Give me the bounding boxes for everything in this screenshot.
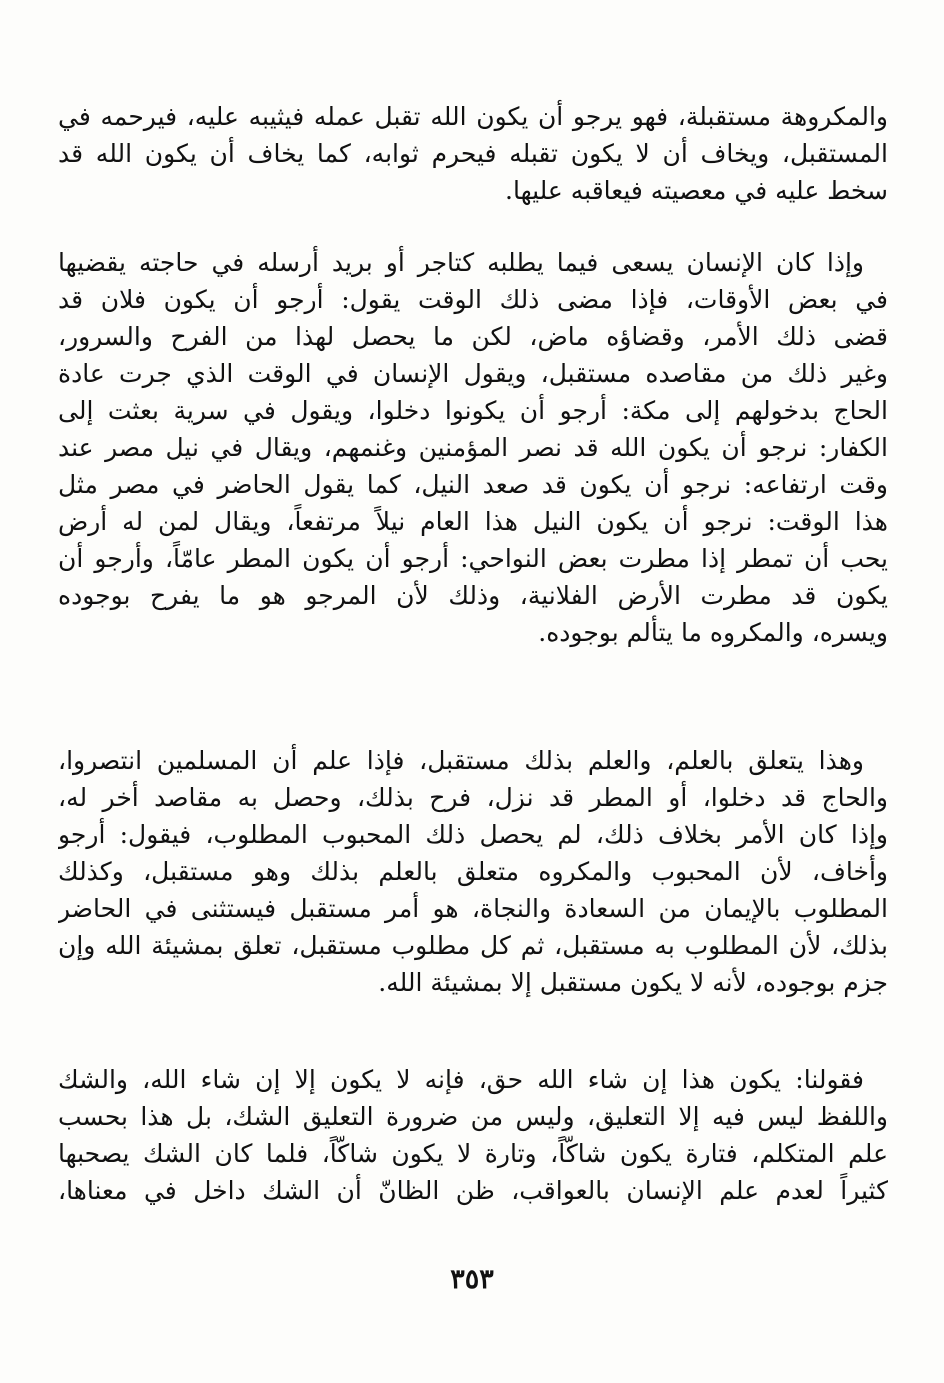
text-line: يكون قد مطرت الأرض الفلانية، وذلك لأن المرجو هو ما يفرح بوجوده (58, 581, 888, 610)
text-line: المطلوب بالإيمان من السعادة والنجاة، هو أمر مستقبل فيستثنى في الحاضر (58, 894, 888, 923)
text-line: قضى ذلك الأمر، وقضاؤه ماض، لكن ما يحصل لهذا من الفرح والسرور، (58, 322, 888, 351)
text-line: سخط عليه في معصيته فيعاقبه عليها. (505, 176, 888, 205)
text-line: المستقبل، ويخاف أن لا يكون تقبله فيحرم ثوابه، كما يخاف أن يكون الله قد (58, 139, 888, 168)
text-line: ويسره، والمكروه ما يتألم بوجوده. (538, 618, 888, 647)
text-line: فقولنا: يكون هذا إن شاء الله حق، فإنه لا يكون إلا إن شاء الله، والشك (58, 1065, 864, 1094)
text-line: والحاج قد دخلوا، أو المطر قد نزل، فرح بذلك، وحصل به مقاصد أخر له، (58, 783, 888, 812)
text-line: وإذا كان الأمر بخلاف ذلك، لم يحصل ذلك المحبوب المطلوب، فيقول: أرجو (58, 820, 888, 849)
text-line: والمكروهة مستقبلة، فهو يرجو أن يكون الله تقبل عمله فيثيبه عليه، فيرحمه في (58, 102, 888, 131)
text-line: كثيراً لعدم علم الإنسان بالعواقب، ظن الظانّ أن الشك داخل في معناها، (58, 1176, 888, 1205)
text-line: وأخاف، لأن المحبوب والمكروه متعلق بالعلم بذلك وهو مستقبل، وكذلك (58, 857, 888, 886)
text-line: وإذا كان الإنسان يسعى فيما يطلبه كتاجر أو بريد أرسله في حاجته يقضيها (58, 248, 864, 277)
paragraph-4 (58, 1061, 888, 1209)
paragraph-1 (58, 98, 888, 209)
text-line: بذلك، لأن المطلوب به مستقبل، ثم كل مطلوب مستقبل، تعلق بمشيئة الله وإن (58, 931, 888, 960)
text-line: جزم بوجوده، لأنه لا يكون مستقبل إلا بمشيئة الله. (378, 968, 888, 997)
text-line: هذا الوقت: نرجو أن يكون النيل هذا العام نيلاً مرتفعاً، ويقال لمن له أرض (58, 507, 888, 536)
page-number: ٣٥٣ (450, 1264, 494, 1295)
text-line: يحب أن تمطر إذا مطرت بعض النواحي: أرجو أن يكون المطر عامّاً، وأرجو أن (58, 544, 888, 573)
text-line: الكفار: نرجو أن يكون الله قد نصر المؤمنين وغنمهم، ويقال في نيل مصر عند (58, 433, 888, 462)
paragraph-2 (58, 244, 888, 651)
text-line: وقت ارتفاعه: نرجو أن يكون قد صعد النيل، كما يقول الحاضر في مصر مثل (58, 470, 888, 499)
text-line: علم المتكلم، فتارة يكون شاكّاً، وتارة لا يكون شاكّاً، فلما كان الشك يصحبها (58, 1139, 888, 1168)
paragraph-3 (58, 742, 888, 1001)
text-line: الحاج بدخولهم إلى مكة: أرجو أن يكونوا دخلوا، ويقول في سرية بعثت إلى (58, 396, 888, 425)
text-line: في بعض الأوقات، فإذا مضى ذلك الوقت يقول: أرجو أن يكون فلان قد (58, 285, 888, 314)
text-line: وغير ذلك من مقاصده مستقبل، ويقول الإنسان في الوقت الذي جرت عادة (58, 359, 888, 388)
text-line: واللفظ ليس فيه إلا التعليق، وليس من ضرورة التعليق الشك، بل هذا بحسب (58, 1102, 888, 1131)
text-line: وهذا يتعلق بالعلم، والعلم بذلك مستقبل، فإذا علم أن المسلمين انتصروا، (58, 746, 864, 775)
